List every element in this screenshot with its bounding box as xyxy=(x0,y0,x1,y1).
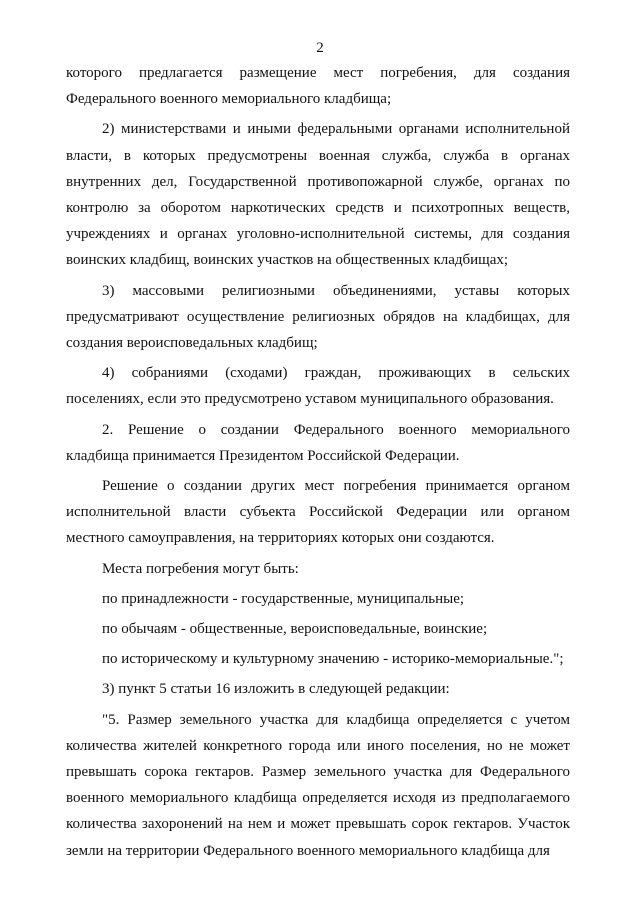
paragraph-by-custom: по обычаям - общественные, вероисповедальные, воинские; xyxy=(102,621,488,638)
document-body xyxy=(66,60,570,864)
paragraph-by-ownership: по принадлежности - государственные, муниципальные; xyxy=(102,590,465,607)
paragraph-burial-types: Места погребения могут быть: xyxy=(102,560,299,577)
paragraph-decision-other: Решение о создании других мест погребения принимается органом исполнительной власти субъекта Российской Федерации или органом местного самоуправления, на территориях которых они создаются. xyxy=(66,478,570,547)
paragraph-item-3: 3) массовыми религиозными объединениями, уставы которых предусматривают осуществление религиозных обрядов на кладбищах, для создания вероисповедальных кладбищ; xyxy=(66,282,570,352)
paragraph-continuation: которого предлагается размещение мест погребения, для создания Федерального военного мемориального кладбища; xyxy=(66,65,570,108)
paragraph-item-2: 2) министерствами и иными федеральными органами исполнительной власти, в которых предусмотрены военная служба, служба в органах внутренних дел, Государственной противопожарной службе, органах по контролю за оборотом наркотических средств и психотропных веществ, учреждениях и органах уголовно-исполнительной системы, для создания воинских кладбищ, воинских участков на общественных кладбищах; xyxy=(66,121,570,269)
paragraph-land-size: "5. Размер земельного участка для кладбища определяется с учетом количества жителей конкретного города или иного поселения, но не может превышать сорока гектаров. Размер земельного участка для Федерального военного мемориального кладбища определяется исходя из предполагаемого количества захоронений на нем и может превышать сорок гектаров. Участок земли на территории Федерального военного мемориального кладбища для xyxy=(66,711,570,859)
page-number: 2 xyxy=(316,40,324,56)
paragraph-by-historical-value: по историческому и культурному значению - историко-мемориальные."; xyxy=(102,651,564,668)
paragraph-item-4: 4) собраниями (сходами) граждан, проживающих в сельских поселениях, если это предусмотрено уставом муниципального образования. xyxy=(66,365,570,408)
paragraph-amendment-point-3: 3) пункт 5 статьи 16 изложить в следующей редакции: xyxy=(102,681,450,698)
paragraph-decision-federal: 2. Решение о создании Федерального военного мемориального кладбища принимается Президентом Российской Федерации. xyxy=(66,421,570,464)
